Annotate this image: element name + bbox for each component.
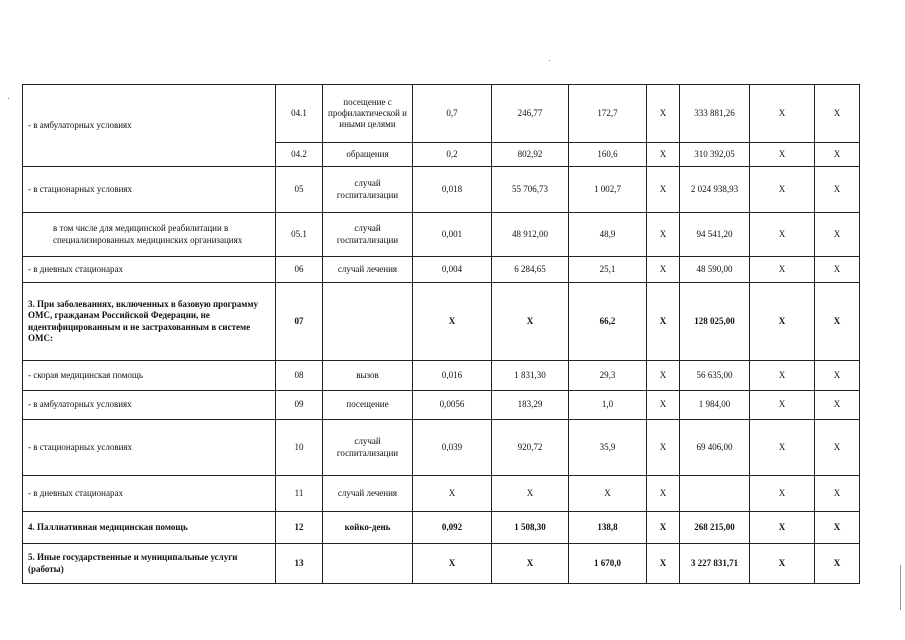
cell-c10: Х — [815, 213, 860, 257]
cell-cost: 802,92 — [492, 143, 569, 167]
scan-edge-mark — [900, 565, 904, 610]
table-row — [23, 257, 860, 283]
row-unit: случай лечения — [323, 476, 413, 512]
cell-c10: Х — [815, 85, 860, 143]
cell-c9: Х — [750, 512, 815, 544]
cell-total: 69 406,00 — [680, 420, 750, 476]
row-name: 5. Иные государственные и муниципальные услуги (работы) — [23, 544, 276, 584]
row-code: 10 — [276, 420, 323, 476]
cell-c7: Х — [647, 283, 680, 361]
cell-norm: 0,016 — [413, 361, 492, 391]
cell-total: 333 881,26 — [680, 85, 750, 143]
cell-c9: Х — [750, 391, 815, 420]
row-code: 09 — [276, 391, 323, 420]
cell-c9: Х — [750, 361, 815, 391]
cell-total: 310 392,05 — [680, 143, 750, 167]
table-row — [23, 476, 860, 512]
cell-cost: 55 706,73 — [492, 167, 569, 213]
cell-c7: Х — [647, 476, 680, 512]
cell-total — [680, 476, 750, 512]
cell-c10: Х — [815, 420, 860, 476]
row-name: - в дневных стационарах — [23, 257, 276, 283]
cell-norm: 0,001 — [413, 213, 492, 257]
cell-norm: 0,2 — [413, 143, 492, 167]
table-row — [23, 283, 860, 361]
cell-total: 268 215,00 — [680, 512, 750, 544]
row-code: 11 — [276, 476, 323, 512]
cell-c9: Х — [750, 85, 815, 143]
cell-norm: 0,039 — [413, 420, 492, 476]
cell-cost: 183,29 — [492, 391, 569, 420]
row-unit: посещение с профилактической и иными целями — [323, 85, 413, 143]
table-row — [23, 391, 860, 420]
cell-per-capita: 138,8 — [569, 512, 647, 544]
cell-total: 56 635,00 — [680, 361, 750, 391]
row-unit: случай лечения — [323, 257, 413, 283]
cell-norm: Х — [413, 544, 492, 584]
row-name: - в амбулаторных условиях — [23, 85, 276, 167]
cell-c7: Х — [647, 167, 680, 213]
cell-c7: Х — [647, 257, 680, 283]
cell-per-capita: 172,7 — [569, 85, 647, 143]
row-code: 12 — [276, 512, 323, 544]
cell-c10: Х — [815, 257, 860, 283]
row-code: 04.1 — [276, 85, 323, 143]
cell-c7: Х — [647, 85, 680, 143]
row-unit: посещение — [323, 391, 413, 420]
scan-speck — [549, 60, 550, 61]
row-name: - в стационарных условиях — [23, 167, 276, 213]
cell-per-capita: 1,0 — [569, 391, 647, 420]
cell-c7: Х — [647, 420, 680, 476]
cell-cost: Х — [492, 476, 569, 512]
cell-norm: 0,7 — [413, 85, 492, 143]
row-name: - в амбулаторных условиях — [23, 391, 276, 420]
cell-cost: Х — [492, 544, 569, 584]
cell-per-capita: Х — [569, 476, 647, 512]
cell-c9: Х — [750, 283, 815, 361]
row-code: 06 — [276, 257, 323, 283]
cell-cost: 1 831,30 — [492, 361, 569, 391]
cell-cost: 1 508,30 — [492, 512, 569, 544]
cell-c7: Х — [647, 391, 680, 420]
cell-c9: Х — [750, 143, 815, 167]
row-code: 08 — [276, 361, 323, 391]
row-code: 05.1 — [276, 213, 323, 257]
row-code: 07 — [276, 283, 323, 361]
cell-c7: Х — [647, 361, 680, 391]
cell-c9: Х — [750, 420, 815, 476]
cell-c9: Х — [750, 257, 815, 283]
cell-c7: Х — [647, 544, 680, 584]
cell-per-capita: 25,1 — [569, 257, 647, 283]
row-unit: койко-день — [323, 512, 413, 544]
cell-c10: Х — [815, 361, 860, 391]
cell-c10: Х — [815, 167, 860, 213]
cell-total: 48 590,00 — [680, 257, 750, 283]
table-row — [23, 85, 860, 143]
cell-per-capita: 1 670,0 — [569, 544, 647, 584]
scan-speck — [8, 98, 9, 99]
row-unit: случай госпитализации — [323, 213, 413, 257]
row-unit: случай госпитализации — [323, 167, 413, 213]
row-unit — [323, 544, 413, 584]
cell-per-capita: 1 002,7 — [569, 167, 647, 213]
cell-norm: 0,092 — [413, 512, 492, 544]
table-row — [23, 167, 860, 213]
row-name: 4. Паллиативная медицинская помощь — [23, 512, 276, 544]
cell-c9: Х — [750, 544, 815, 584]
cell-c9: Х — [750, 213, 815, 257]
cell-c10: Х — [815, 391, 860, 420]
cell-per-capita: 48,9 — [569, 213, 647, 257]
row-unit: случай госпитализации — [323, 420, 413, 476]
cell-norm: 0,004 — [413, 257, 492, 283]
row-name: 3. При заболеваниях, включенных в базовую программу ОМС, гражданам Российской Федерации, не идентифицированным и не застрахованным в системе ОМС: — [23, 283, 276, 361]
cell-total: 128 025,00 — [680, 283, 750, 361]
cost-table — [22, 84, 860, 584]
cell-norm: Х — [413, 283, 492, 361]
table-row — [23, 213, 860, 257]
row-code: 04.2 — [276, 143, 323, 167]
cell-norm: Х — [413, 476, 492, 512]
row-name: - в дневных стационарах — [23, 476, 276, 512]
cell-per-capita: 160,6 — [569, 143, 647, 167]
cell-cost: 920,72 — [492, 420, 569, 476]
cell-cost: 48 912,00 — [492, 213, 569, 257]
cell-c7: Х — [647, 512, 680, 544]
cell-c10: Х — [815, 283, 860, 361]
cell-c7: Х — [647, 213, 680, 257]
cell-cost: 6 284,65 — [492, 257, 569, 283]
row-unit: вызов — [323, 361, 413, 391]
cell-c10: Х — [815, 544, 860, 584]
row-code: 05 — [276, 167, 323, 213]
row-name: - в стационарных условиях — [23, 420, 276, 476]
cell-per-capita: 35,9 — [569, 420, 647, 476]
table-row — [23, 420, 860, 476]
cell-c9: Х — [750, 476, 815, 512]
cell-total: 2 024 938,93 — [680, 167, 750, 213]
table-row — [23, 361, 860, 391]
cell-norm: 0,018 — [413, 167, 492, 213]
cell-cost: 246,77 — [492, 85, 569, 143]
table-row — [23, 512, 860, 544]
table-row — [23, 544, 860, 584]
cell-total: 3 227 831,71 — [680, 544, 750, 584]
row-unit: обращения — [323, 143, 413, 167]
row-name: в том числе для медицинской реабилитации в специализированных медицинских организациях — [23, 213, 276, 257]
cell-cost: Х — [492, 283, 569, 361]
row-name: - скорая медицинская помощь — [23, 361, 276, 391]
cell-per-capita: 66,2 — [569, 283, 647, 361]
cell-total: 94 541,20 — [680, 213, 750, 257]
cell-c7: Х — [647, 143, 680, 167]
cell-total: 1 984,00 — [680, 391, 750, 420]
cell-c9: Х — [750, 167, 815, 213]
cell-c10: Х — [815, 512, 860, 544]
cell-c10: Х — [815, 143, 860, 167]
cell-norm: 0,0056 — [413, 391, 492, 420]
cell-per-capita: 29,3 — [569, 361, 647, 391]
row-unit — [323, 283, 413, 361]
cell-c10: Х — [815, 476, 860, 512]
row-code: 13 — [276, 544, 323, 584]
